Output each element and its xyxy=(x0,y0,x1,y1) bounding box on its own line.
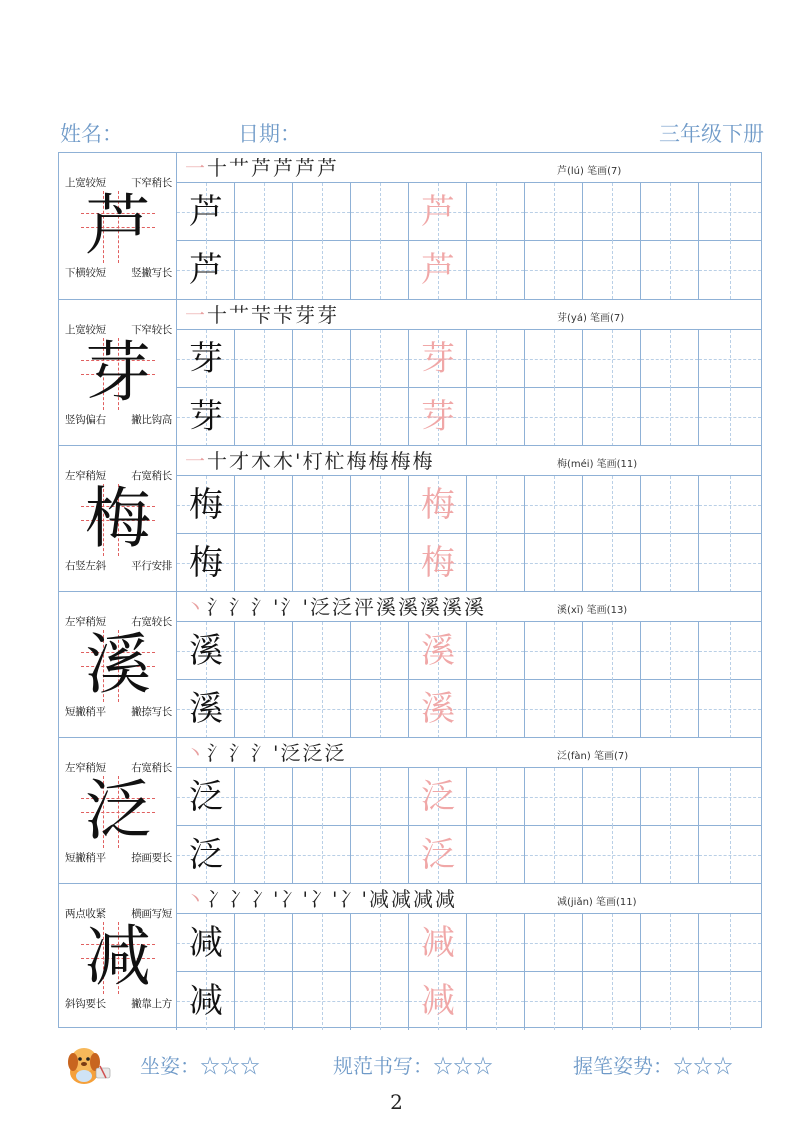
writing-cell[interactable] xyxy=(177,183,235,241)
writing-cell[interactable] xyxy=(351,476,409,534)
writing-cell[interactable] xyxy=(177,680,235,738)
writing-cell[interactable] xyxy=(467,241,525,299)
stroke-step: 十 xyxy=(207,303,229,327)
stroke-step: 木 xyxy=(251,449,273,473)
writing-cell[interactable] xyxy=(351,241,409,299)
writing-cell[interactable] xyxy=(641,768,699,826)
name-label: 姓名： xyxy=(60,122,123,146)
writing-cell[interactable] xyxy=(467,476,525,534)
model-panel xyxy=(59,300,177,446)
character-info: 泛(fàn) 笔画(7) xyxy=(557,751,629,762)
writing-cell[interactable] xyxy=(467,183,525,241)
writing-cell[interactable] xyxy=(467,388,525,446)
stroke-step: 氵 xyxy=(207,741,229,765)
writing-cell[interactable] xyxy=(699,183,761,241)
stroke-step: 减 xyxy=(435,887,457,911)
writing-cell[interactable] xyxy=(351,914,409,972)
writing-cell[interactable] xyxy=(177,914,235,972)
writing-cell[interactable] xyxy=(525,826,583,884)
writing-tip: 上宽较短 xyxy=(65,324,106,336)
stroke-step: 冫' xyxy=(310,887,340,911)
sitting-rating: 坐姿：☆☆☆ xyxy=(140,1054,260,1078)
writing-cell[interactable] xyxy=(641,330,699,388)
stroke-step: 十 xyxy=(207,449,229,473)
grade-label: 三年级下册 xyxy=(659,122,764,146)
model-grid xyxy=(81,480,155,557)
trace-character: 芽 xyxy=(421,397,455,437)
sample-character: 溪 xyxy=(189,689,223,729)
writing-cell[interactable] xyxy=(235,972,293,1030)
writing-cell[interactable] xyxy=(351,680,409,738)
puppy-mascot-icon xyxy=(62,1042,118,1088)
writing-rating: 规范书写：☆☆☆ xyxy=(333,1054,493,1078)
writing-row xyxy=(177,768,761,826)
writing-cell[interactable] xyxy=(177,826,235,884)
trace-character: 梅 xyxy=(421,485,455,525)
writing-cell[interactable] xyxy=(467,972,525,1030)
writing-cell[interactable] xyxy=(699,826,761,884)
writing-cell[interactable] xyxy=(293,388,351,446)
stroke-step: 冫 xyxy=(229,887,251,911)
writing-cell[interactable] xyxy=(525,768,583,826)
writing-cell[interactable] xyxy=(177,534,235,592)
writing-tip: 右宽稍长 xyxy=(131,762,172,774)
stroke-step: 艹 xyxy=(229,156,251,180)
writing-cell[interactable] xyxy=(293,972,351,1030)
writing-cell[interactable] xyxy=(525,183,583,241)
writing-cell[interactable] xyxy=(409,388,467,446)
writing-cell[interactable] xyxy=(583,388,641,446)
model-grid xyxy=(81,918,155,995)
model-panel xyxy=(59,153,177,299)
writing-cell[interactable] xyxy=(293,622,351,680)
writing-row xyxy=(177,680,761,738)
writing-tip: 左窄稍短 xyxy=(65,470,106,482)
writing-cell[interactable] xyxy=(583,972,641,1030)
writing-cell[interactable] xyxy=(177,622,235,680)
writing-cell[interactable] xyxy=(699,241,761,299)
writing-cell[interactable] xyxy=(467,826,525,884)
writing-cell[interactable] xyxy=(235,622,293,680)
model-panel xyxy=(59,446,177,592)
writing-cell[interactable] xyxy=(351,330,409,388)
stroke-step: 梅 xyxy=(390,449,413,473)
trace-character: 梅 xyxy=(421,543,455,583)
stroke-step: 氵' xyxy=(280,595,310,619)
model-grid xyxy=(81,772,155,849)
writing-cell[interactable] xyxy=(641,680,699,738)
stroke-step: 一 xyxy=(185,156,207,180)
stroke-step: 芽 xyxy=(295,303,317,327)
model-character: 芦 xyxy=(85,187,151,264)
page-number: 2 xyxy=(390,1090,403,1114)
trace-character: 减 xyxy=(421,923,455,963)
date-label: 日期： xyxy=(238,122,301,146)
stroke-order-row xyxy=(177,884,761,914)
writing-cell[interactable] xyxy=(409,534,467,592)
stroke-step: 泛 xyxy=(332,595,354,619)
writing-cell[interactable] xyxy=(235,388,293,446)
writing-cell[interactable] xyxy=(177,388,235,446)
writing-cell[interactable] xyxy=(699,330,761,388)
stroke-step: 泛 xyxy=(310,595,332,619)
stroke-step: 朾 xyxy=(302,449,325,473)
sample-character: 减 xyxy=(189,923,223,963)
writing-cell[interactable] xyxy=(525,330,583,388)
writing-tip: 左窄稍短 xyxy=(65,762,106,774)
writing-cell[interactable] xyxy=(409,972,467,1030)
writing-row xyxy=(177,534,761,592)
trace-character: 芦 xyxy=(421,192,455,232)
character-block xyxy=(59,883,761,1030)
stroke-step: 减 xyxy=(391,887,413,911)
writing-cell[interactable] xyxy=(293,768,351,826)
writing-cell[interactable] xyxy=(583,534,641,592)
writing-cell[interactable] xyxy=(699,622,761,680)
writing-cell[interactable] xyxy=(641,622,699,680)
writing-cell[interactable] xyxy=(467,768,525,826)
writing-tip: 右宽稍长 xyxy=(131,470,172,482)
writing-row xyxy=(177,622,761,680)
stroke-step: 十 xyxy=(207,156,229,180)
writing-cell[interactable] xyxy=(235,183,293,241)
writing-cell[interactable] xyxy=(351,826,409,884)
character-block xyxy=(59,445,761,592)
writing-row xyxy=(177,972,761,1030)
stroke-order-row xyxy=(177,738,761,768)
sample-character: 梅 xyxy=(189,485,223,525)
writing-cell[interactable] xyxy=(177,476,235,534)
writing-cell[interactable] xyxy=(583,330,641,388)
stroke-step: 氵 xyxy=(207,595,229,619)
character-block xyxy=(59,591,761,738)
writing-cell[interactable] xyxy=(409,241,467,299)
stroke-step: 丶 xyxy=(185,595,207,619)
writing-tip: 两点收紧 xyxy=(65,908,106,920)
stroke-step: 溪 xyxy=(464,595,486,619)
writing-cell[interactable] xyxy=(293,534,351,592)
writing-cell[interactable] xyxy=(525,476,583,534)
writing-tip: 撇靠上方 xyxy=(131,998,172,1010)
writing-tip: 左窄稍短 xyxy=(65,616,106,628)
writing-cell[interactable] xyxy=(525,534,583,592)
writing-row xyxy=(177,826,761,884)
writing-cell[interactable] xyxy=(467,330,525,388)
writing-tip: 右竖左斜 xyxy=(65,560,106,572)
stroke-step: 溪 xyxy=(376,595,398,619)
character-info: 梅(méi) 笔画(11) xyxy=(557,459,638,470)
writing-tip: 横画写短 xyxy=(131,908,172,920)
character-block xyxy=(59,153,761,299)
stroke-step: 芦 xyxy=(295,156,317,180)
model-character: 减 xyxy=(85,918,151,995)
writing-cell[interactable] xyxy=(235,476,293,534)
writing-tip: 上宽较短 xyxy=(65,177,106,189)
writing-tip: 右宽较长 xyxy=(131,616,172,628)
writing-cell[interactable] xyxy=(583,914,641,972)
writing-cell[interactable] xyxy=(351,534,409,592)
writing-cell[interactable] xyxy=(583,183,641,241)
writing-cell[interactable] xyxy=(699,476,761,534)
stroke-order-row xyxy=(177,300,761,330)
stroke-order-row xyxy=(177,446,761,476)
writing-cell[interactable] xyxy=(641,826,699,884)
writing-row xyxy=(177,241,761,299)
character-block xyxy=(59,299,761,446)
stroke-step: 冫' xyxy=(339,887,369,911)
footer xyxy=(58,1042,768,1088)
writing-tip: 短撇稍平 xyxy=(65,852,106,864)
writing-cell[interactable] xyxy=(235,826,293,884)
sample-character: 梅 xyxy=(189,543,223,583)
stroke-step: 丶 xyxy=(185,741,207,765)
writing-tip: 捺画要长 xyxy=(131,852,172,864)
writing-cell[interactable] xyxy=(409,330,467,388)
writing-cell[interactable] xyxy=(583,768,641,826)
writing-cell[interactable] xyxy=(177,768,235,826)
writing-cell[interactable] xyxy=(641,972,699,1030)
character-info: 芽(yá) 笔画(7) xyxy=(557,313,625,324)
writing-cell[interactable] xyxy=(641,914,699,972)
stroke-step: 梅 xyxy=(368,449,391,473)
stroke-step: 梅 xyxy=(412,449,435,473)
writing-cell[interactable] xyxy=(351,768,409,826)
stroke-step: 芐 xyxy=(251,303,273,327)
writing-cell[interactable] xyxy=(467,680,525,738)
stroke-step: 减 xyxy=(413,887,435,911)
trace-character: 芽 xyxy=(421,339,455,379)
writing-cell[interactable] xyxy=(409,826,467,884)
model-panel xyxy=(59,884,177,1030)
writing-tip: 下窄较长 xyxy=(131,324,172,336)
model-grid xyxy=(81,187,155,264)
writing-cell[interactable] xyxy=(293,826,351,884)
stroke-step: 芽 xyxy=(317,303,339,327)
writing-cell[interactable] xyxy=(699,534,761,592)
stroke-step: 艹 xyxy=(229,303,251,327)
writing-cell[interactable] xyxy=(177,241,235,299)
trace-character: 泛 xyxy=(421,835,455,875)
writing-cell[interactable] xyxy=(351,388,409,446)
stroke-step: 芦 xyxy=(251,156,273,180)
stroke-step: 泛 xyxy=(280,741,303,765)
stroke-step: 氵 xyxy=(229,741,251,765)
writing-cell[interactable] xyxy=(177,330,235,388)
trace-character: 溪 xyxy=(421,689,455,729)
stroke-order-row xyxy=(177,153,761,183)
stroke-step: 芦 xyxy=(317,156,339,180)
practice-sheet xyxy=(58,152,762,1028)
writing-row xyxy=(177,914,761,972)
sample-character: 减 xyxy=(189,981,223,1021)
stroke-step: 芦 xyxy=(273,156,295,180)
writing-cell[interactable] xyxy=(409,768,467,826)
stroke-step: 冫' xyxy=(280,887,310,911)
writing-cell[interactable] xyxy=(525,972,583,1030)
writing-cell[interactable] xyxy=(467,914,525,972)
stroke-step: 芐 xyxy=(273,303,295,327)
stroke-step: 氵' xyxy=(251,595,281,619)
stroke-step: 梅 xyxy=(346,449,369,473)
writing-row xyxy=(177,183,761,241)
writing-cell[interactable] xyxy=(583,622,641,680)
writing-cell[interactable] xyxy=(351,622,409,680)
writing-cell[interactable] xyxy=(293,914,351,972)
writing-tip: 下窄稍长 xyxy=(131,177,172,189)
writing-cell[interactable] xyxy=(235,680,293,738)
writing-cell[interactable] xyxy=(641,388,699,446)
writing-row xyxy=(177,388,761,446)
writing-cell[interactable] xyxy=(467,534,525,592)
trace-character: 泛 xyxy=(421,777,455,817)
stroke-step: 冫 xyxy=(207,887,229,911)
stroke-step: 氵 xyxy=(229,595,251,619)
writing-cell[interactable] xyxy=(525,914,583,972)
writing-cell[interactable] xyxy=(583,826,641,884)
stroke-step: 杧 xyxy=(324,449,347,473)
writing-cell[interactable] xyxy=(409,914,467,972)
writing-cell[interactable] xyxy=(525,388,583,446)
writing-row xyxy=(177,476,761,534)
character-block xyxy=(59,737,761,884)
sample-character: 芽 xyxy=(189,339,223,379)
writing-cell[interactable] xyxy=(583,241,641,299)
writing-cell[interactable] xyxy=(641,534,699,592)
writing-cell[interactable] xyxy=(351,183,409,241)
writing-cell[interactable] xyxy=(293,476,351,534)
writing-tip: 下横较短 xyxy=(65,267,106,279)
writing-tip: 竖撇写长 xyxy=(131,267,172,279)
writing-cell[interactable] xyxy=(351,972,409,1030)
grip-rating: 握笔姿势：☆☆☆ xyxy=(573,1054,733,1078)
writing-cell[interactable] xyxy=(467,622,525,680)
stroke-step: 才 xyxy=(229,449,251,473)
sample-character: 芦 xyxy=(189,250,223,290)
stroke-step: 溪 xyxy=(442,595,464,619)
model-character: 泛 xyxy=(85,772,151,849)
writing-cell[interactable] xyxy=(409,622,467,680)
writing-cell[interactable] xyxy=(641,476,699,534)
character-info: 芦(lú) 笔画(7) xyxy=(557,166,622,177)
stroke-step: 冫' xyxy=(251,887,281,911)
trace-character: 溪 xyxy=(421,631,455,671)
writing-cell[interactable] xyxy=(641,183,699,241)
model-panel xyxy=(59,592,177,738)
writing-tip: 竖钩偏右 xyxy=(65,414,106,426)
stroke-step: 溪 xyxy=(420,595,442,619)
writing-row xyxy=(177,330,761,388)
sample-character: 泛 xyxy=(189,835,223,875)
writing-cell[interactable] xyxy=(235,534,293,592)
stroke-step: 溪 xyxy=(398,595,420,619)
writing-cell[interactable] xyxy=(409,680,467,738)
writing-cell[interactable] xyxy=(583,476,641,534)
writing-cell[interactable] xyxy=(235,330,293,388)
stroke-step: 减 xyxy=(369,887,391,911)
model-character: 芽 xyxy=(85,334,151,411)
trace-character: 减 xyxy=(421,981,455,1021)
writing-cell[interactable] xyxy=(525,241,583,299)
writing-cell[interactable] xyxy=(525,622,583,680)
writing-tip: 撇比钩高 xyxy=(131,414,172,426)
writing-cell[interactable] xyxy=(409,183,467,241)
writing-tip: 斜钩要长 xyxy=(65,998,106,1010)
character-info: 溪(xī) 笔画(13) xyxy=(557,605,628,616)
writing-tip: 撇捺写长 xyxy=(131,706,172,718)
model-grid xyxy=(81,334,155,411)
stroke-step: 泙 xyxy=(354,595,376,619)
sample-character: 芽 xyxy=(189,397,223,437)
writing-tip: 平行安排 xyxy=(131,560,172,572)
sample-character: 泛 xyxy=(189,777,223,817)
writing-cell[interactable] xyxy=(235,914,293,972)
stroke-step: 氵' xyxy=(251,741,281,765)
writing-cell[interactable] xyxy=(699,388,761,446)
model-panel xyxy=(59,738,177,884)
stroke-step: 泛 xyxy=(302,741,325,765)
character-info: 减(jiǎn) 笔画(11) xyxy=(557,897,637,908)
stroke-step: 一 xyxy=(185,303,207,327)
trace-character: 芦 xyxy=(421,250,455,290)
writing-cell[interactable] xyxy=(699,768,761,826)
writing-cell[interactable] xyxy=(235,241,293,299)
writing-cell[interactable] xyxy=(641,241,699,299)
stroke-step: 一 xyxy=(185,449,207,473)
worksheet-header xyxy=(58,118,764,152)
writing-cell[interactable] xyxy=(177,972,235,1030)
writing-cell[interactable] xyxy=(293,183,351,241)
model-grid xyxy=(81,626,155,703)
model-character: 溪 xyxy=(85,626,151,703)
writing-cell[interactable] xyxy=(699,972,761,1030)
sample-character: 芦 xyxy=(189,192,223,232)
writing-cell[interactable] xyxy=(699,680,761,738)
writing-cell[interactable] xyxy=(293,680,351,738)
stroke-step: 丶 xyxy=(185,887,207,911)
writing-cell[interactable] xyxy=(293,330,351,388)
writing-cell[interactable] xyxy=(409,476,467,534)
writing-cell[interactable] xyxy=(583,680,641,738)
writing-cell[interactable] xyxy=(293,241,351,299)
stroke-step: 木' xyxy=(273,449,303,473)
model-character: 梅 xyxy=(85,480,151,557)
sample-character: 溪 xyxy=(189,631,223,671)
writing-tip: 短撇稍平 xyxy=(65,706,106,718)
writing-cell[interactable] xyxy=(699,914,761,972)
writing-cell[interactable] xyxy=(525,680,583,738)
stroke-order-row xyxy=(177,592,761,622)
writing-cell[interactable] xyxy=(235,768,293,826)
stroke-step: 泛 xyxy=(324,741,347,765)
